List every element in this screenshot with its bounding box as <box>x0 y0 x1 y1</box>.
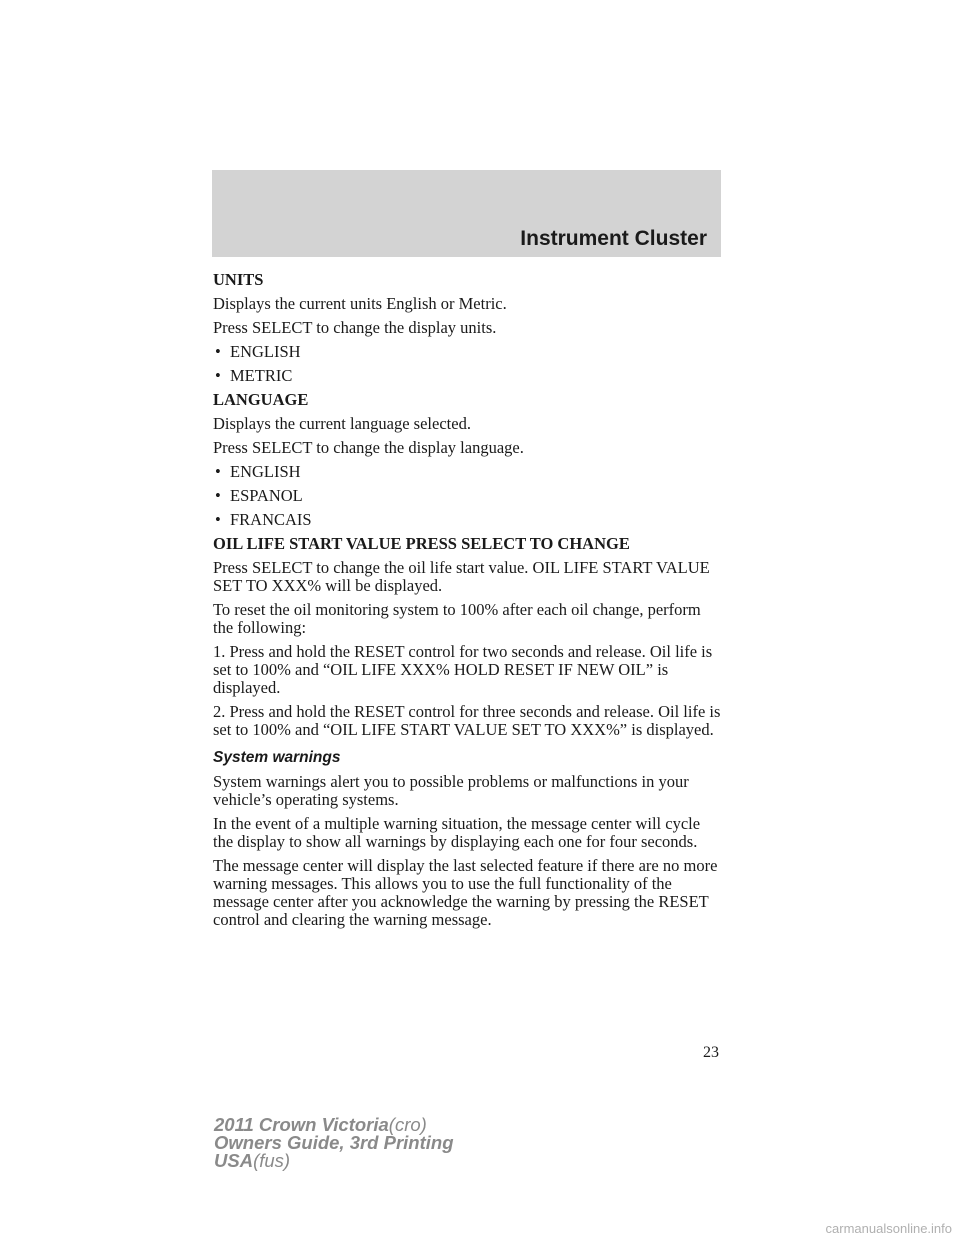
language-description: Displays the current language selected. <box>213 414 471 433</box>
units-description: Displays the current units English or Metric. <box>213 294 507 313</box>
list-item: • FRANCAIS <box>215 510 312 529</box>
document-footer <box>214 1116 454 1170</box>
section-header-band <box>212 170 721 257</box>
system-warnings-heading: System warnings <box>213 749 341 766</box>
bullet-icon: • <box>215 462 221 481</box>
list-item: • ENGLISH <box>215 462 301 481</box>
page-content <box>213 271 723 935</box>
footer-line-2: Owners Guide, 3rd Printing <box>214 1132 454 1153</box>
list-item: • ESPANOL <box>215 486 303 505</box>
system-warnings-p2: In the event of a multiple warning situation, the message center will cycle the display to show all warnings by displaying each one for four seconds. <box>213 814 701 851</box>
units-heading: UNITS <box>213 270 264 289</box>
watermark: carmanualsonline.info <box>825 1221 952 1236</box>
oil-life-reset-intro: To reset the oil monitoring system to 100% after each oil change, perform the following: <box>213 600 701 637</box>
oil-life-heading: OIL LIFE START VALUE PRESS SELECT TO CHANGE <box>213 534 630 553</box>
bullet-icon: • <box>215 366 221 385</box>
system-warnings-p3: The message center will display the last selected feature if there are no more warning messages. This allows you to use the full functionality of the message center after you acknowledge the warning by pressing the RESET control and clearing the warning message. <box>213 856 718 929</box>
footer-line-3: USA(fus) <box>214 1150 291 1171</box>
language-options-list <box>213 463 723 529</box>
language-heading: LANGUAGE <box>213 390 309 409</box>
oil-life-description: Press SELECT to change the oil life start value. OIL LIFE START VALUE SET TO XXX% will be displayed. <box>213 558 710 595</box>
system-warnings-p1: System warnings alert you to possible problems or malfunctions in your vehicle’s operating systems. <box>213 772 689 809</box>
section-title: Instrument Cluster <box>520 227 707 250</box>
units-options-list <box>213 343 723 385</box>
bullet-icon: • <box>215 342 221 361</box>
list-item: • METRIC <box>215 366 293 385</box>
units-instruction: Press SELECT to change the display units. <box>213 318 497 337</box>
bullet-icon: • <box>215 510 221 529</box>
oil-life-step-1: 1. Press and hold the RESET control for two seconds and release. Oil life is set to 100% and “OIL LIFE XXX% HOLD RESET IF NEW OIL” is displayed. <box>213 642 713 697</box>
footer-line-1: 2011 Crown Victoria(cro) <box>214 1114 427 1135</box>
page-number: 23 <box>703 1044 719 1061</box>
oil-life-step-2: 2. Press and hold the RESET control for three seconds and release. Oil life is set to 100% and “OIL LIFE START VALUE SET TO XXX%” is displayed. <box>213 702 721 739</box>
list-item: • ENGLISH <box>215 342 301 361</box>
bullet-icon: • <box>215 486 221 505</box>
language-instruction: Press SELECT to change the display language. <box>213 438 524 457</box>
